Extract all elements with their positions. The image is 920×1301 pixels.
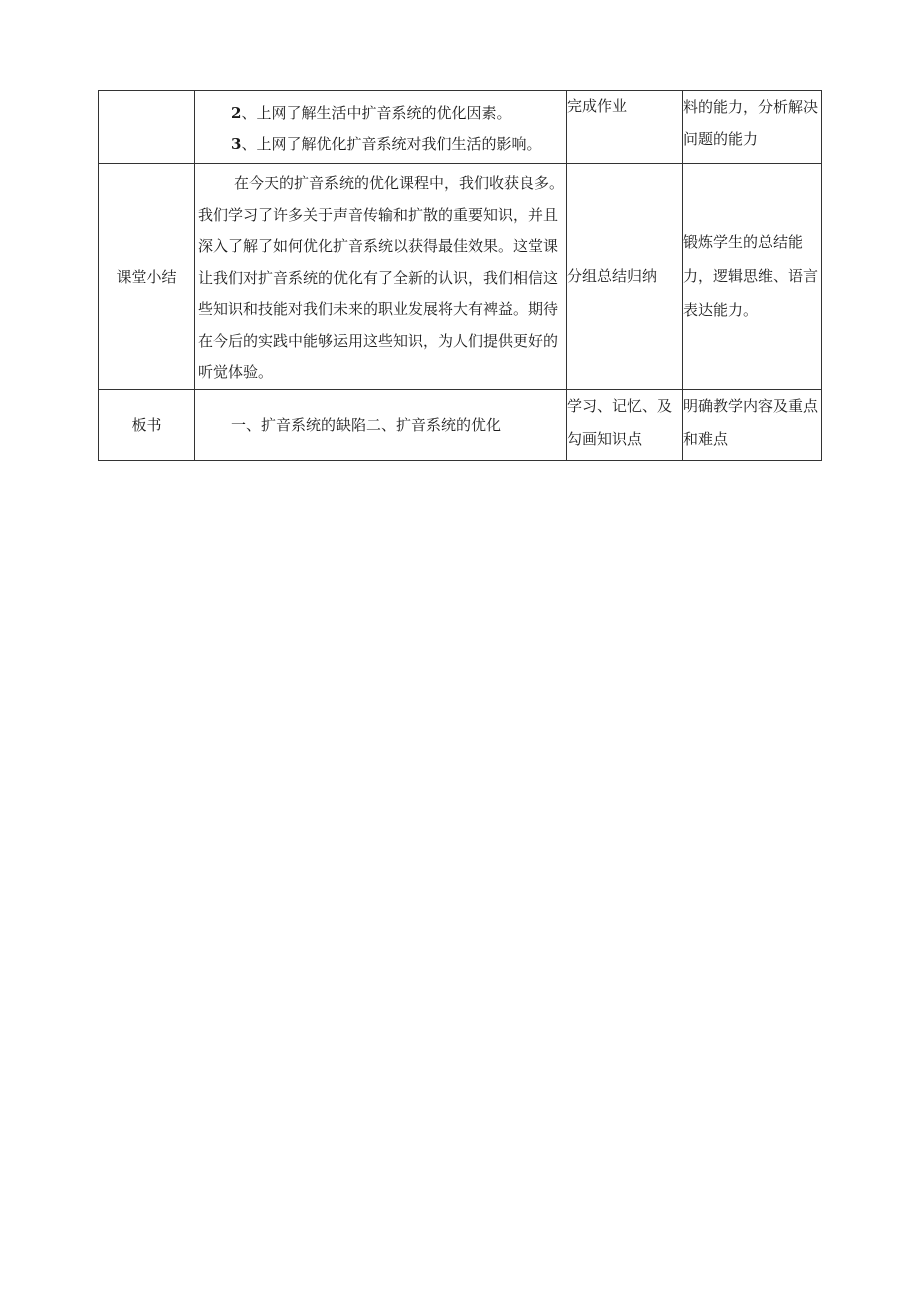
activity-cell-summary: 分组总结归纳 [567, 164, 683, 390]
label-cell-board: 板书 [99, 389, 195, 460]
content-cell-board: 一、扩音系统的缺陷二、扩音系统的优化 [195, 389, 567, 460]
label-cell-summary: 课堂小结 [99, 164, 195, 390]
content-cell-summary [195, 164, 567, 390]
table-row-homework [99, 91, 822, 164]
item-text: 、上网了解优化扩音系统对我们生活的影响。 [241, 135, 542, 153]
activity-cell-homework: 完成作业 [567, 91, 683, 164]
goal-cell-summary: 锻炼学生的总结能力，逻辑思维、语言表达能力。 [683, 164, 822, 390]
table-row-summary [99, 164, 822, 390]
content-cell-homework [195, 91, 567, 164]
item-text: 、上网了解生活中扩音系统的优化因素。 [241, 104, 512, 122]
table-row-board [99, 389, 822, 460]
goal-cell-board: 明确教学内容及重点和难点 [683, 389, 822, 460]
goal-cell-homework: 料的能力，分析解决问题的能力 [683, 91, 822, 164]
homework-item-3 [195, 129, 566, 160]
item-number: 3 [231, 135, 242, 153]
homework-item-2 [195, 98, 566, 129]
lesson-plan-table [98, 90, 822, 461]
item-number: 2 [231, 104, 242, 122]
label-cell-empty [99, 91, 195, 164]
activity-cell-board: 学习、记忆、及勾画知识点 [567, 389, 683, 460]
summary-paragraph: 在今天的扩音系统的优化课程中，我们收获良多。我们学习了许多关于声音传输和扩散的重要知识，并且深入了解了如何优化扩音系统以获得最佳效果。这堂课让我们对扩音系统的优化有了全新的认识，我们相信这些知识和技能对我们未来的职业发展将大有裨益。期待在今后的实践中能够运用这些知识，为人们提供更好的听觉体验。 [198, 174, 565, 381]
